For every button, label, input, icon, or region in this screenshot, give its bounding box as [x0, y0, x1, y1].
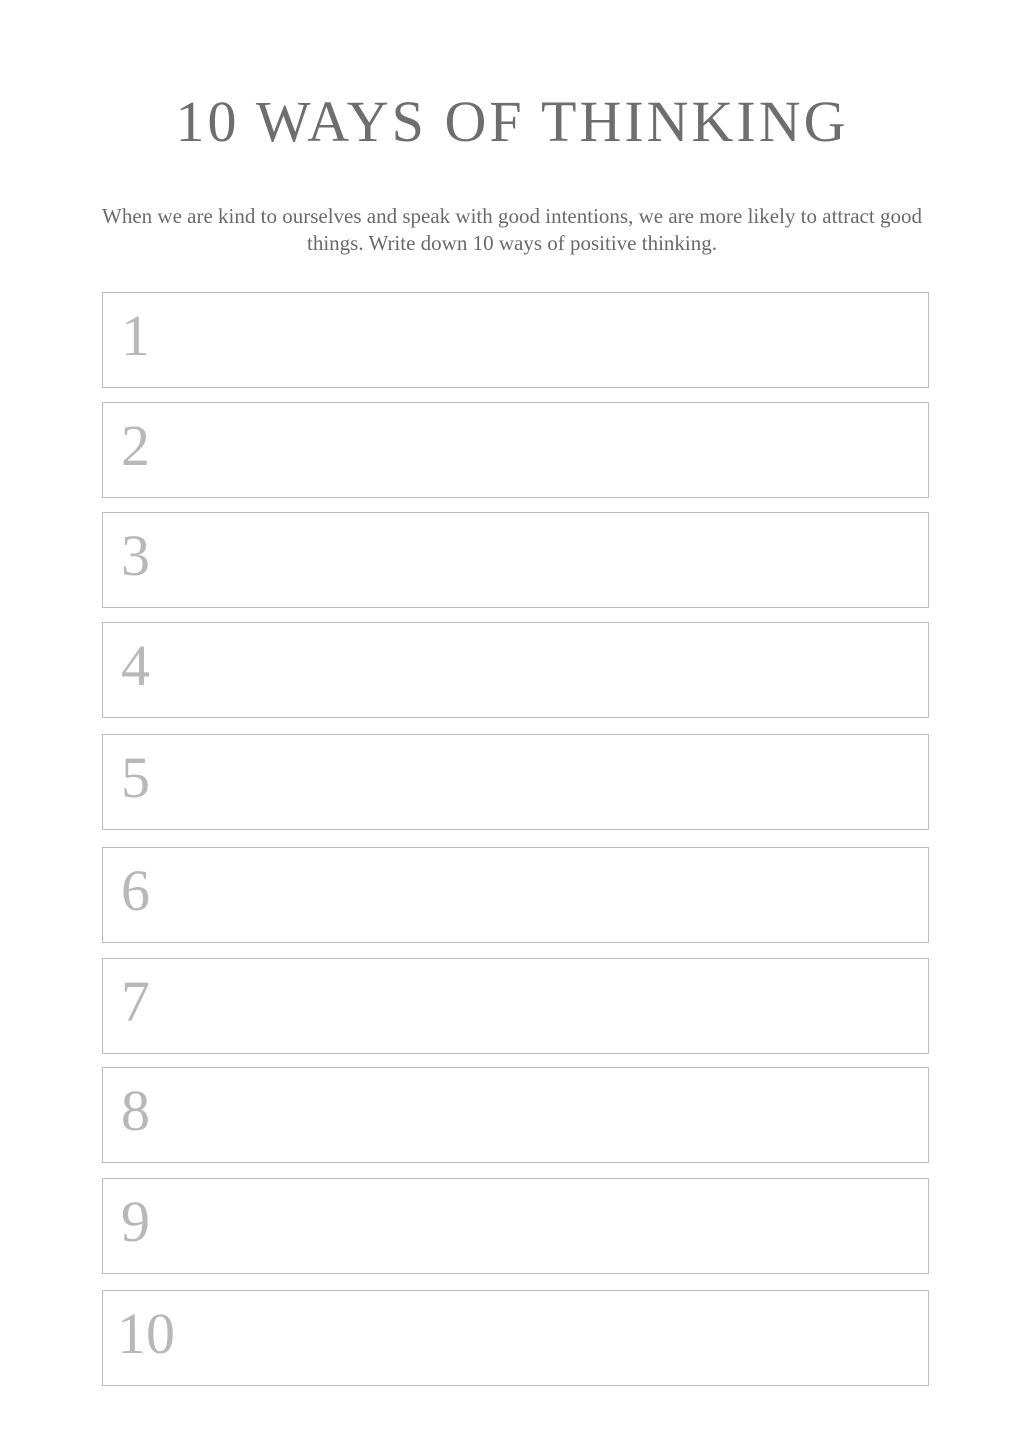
entry-number: 2 [121, 413, 150, 478]
entry-number: 9 [121, 1189, 150, 1254]
entry-box-6[interactable] [102, 847, 929, 943]
entry-number: 7 [121, 969, 150, 1034]
entry-box-10[interactable] [102, 1290, 929, 1386]
page-title: 10 WAYS OF THINKING [175, 89, 849, 154]
entry-box-3[interactable] [102, 512, 929, 608]
entry-number: 6 [121, 858, 150, 923]
entry-number: 3 [121, 523, 150, 588]
entry-number: 5 [121, 745, 150, 810]
entry-box-5[interactable] [102, 734, 929, 830]
entry-number: 8 [121, 1078, 150, 1143]
entry-number: 10 [117, 1301, 175, 1366]
entry-box-9[interactable] [102, 1178, 929, 1274]
entry-box-8[interactable] [102, 1067, 929, 1163]
entry-number: 1 [121, 303, 150, 368]
entry-number: 4 [121, 633, 150, 698]
entry-box-1[interactable] [102, 292, 929, 388]
entry-box-7[interactable] [102, 958, 929, 1054]
entry-box-4[interactable] [102, 622, 929, 718]
intro-text: When we are kind to ourselves and speak with good intentions, we are more likely to attract good things. Write down 10 ways of positive thinking. [102, 204, 922, 255]
entry-box-2[interactable] [102, 402, 929, 498]
